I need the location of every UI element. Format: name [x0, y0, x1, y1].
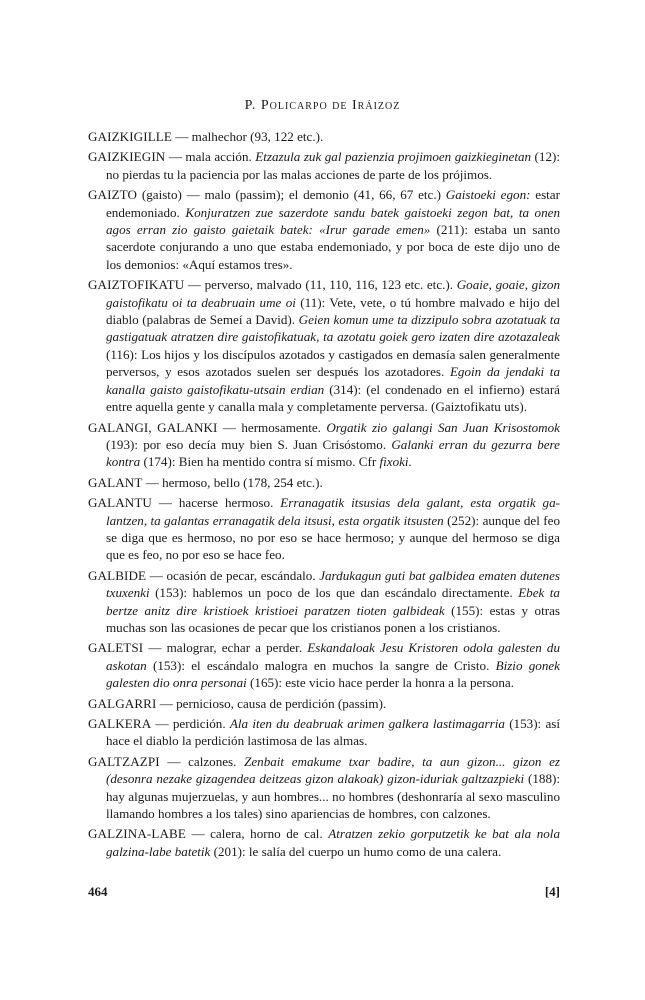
headword: GAIZKIEGIN [88, 149, 166, 165]
basque-example: Ebek ta bertze anitz dire kristioek kristioei paratzen tioten galbideak [106, 585, 560, 618]
basque-example: Gaistoeki egon: [445, 187, 531, 203]
basque-example: Goaie, goaie, gizon gaistofikatu oi ta deabruain ume oi [106, 277, 560, 310]
headword: GALGARRI [88, 695, 157, 711]
headword: GALANGI, GALANKI [88, 419, 218, 435]
dictionary-entry [88, 128, 560, 145]
definition-text: (201): le salía del cuerpo un humo como de una calera. [210, 843, 502, 859]
headword: GALANTU [88, 495, 152, 511]
headword: GALANT [88, 474, 143, 490]
headword: GALETSI [88, 640, 144, 656]
headword: GAIZKIGILLE [88, 129, 172, 144]
basque-example: Zenbait emakume txar badire, ta aun gizon... gizon ez (desonra nezake gizagendea deitzeas gizon alakoak) gizon-iduriak galtzazpieki [106, 753, 560, 787]
dictionary-entry [88, 825, 560, 860]
dictionary-entry [88, 148, 560, 183]
basque-example: Atratzen zekio gorputzetik ke bat ala nola galzina-labe batetik [106, 826, 560, 859]
basque-example: Egoin da jendaki ta kanalla gaisto gaistofikatu-utsain erdian [106, 364, 560, 397]
headword: GALZINA-LABE [88, 826, 186, 842]
dictionary-entry [88, 186, 560, 273]
basque-example: Jardukagun guti bat galbidea ematen dutenes txuxenki [106, 567, 560, 601]
basque-example: Eskandaloak Jesu Kristoren odola galesten du askotan [106, 640, 560, 673]
definition-text: — hermoso, bello (178, 254 etc.). [142, 474, 323, 490]
headword: GAIZTO [88, 187, 138, 203]
headword: GALTZAZPI [88, 753, 160, 769]
definition-text: — malhechor (93, 122 etc.). [172, 129, 324, 144]
definition-text: — pernicioso, causa de perdición (passim). [156, 695, 387, 711]
definition-text: — ocasión de pecar, escándalo. [146, 567, 320, 583]
definition-text: — malograr, echar a perder. [143, 640, 308, 656]
definition-text: — hermosamente. [217, 419, 327, 435]
definition-text: estar endemoniado. [106, 187, 560, 220]
definition-text: (12): no pierdas tu la paciencia por las malas acciones de parte de los prójimos. [106, 149, 560, 182]
definition-text: — perdición. [151, 716, 230, 731]
headword: GALBIDE [88, 567, 147, 583]
definition-text: (252): aunque del feo se diga que es hermoso, no por eso se hace hermoso; y aunque del hermoso se diga que es feo, no por eso se hace feo. [106, 512, 560, 563]
dictionary-entry [88, 695, 560, 712]
basque-example: Ala iten du deabruak arimen galkera lastimagarria [229, 716, 505, 731]
dictionary-entry [88, 276, 560, 415]
dictionary-entry [88, 567, 560, 637]
basque-example: Bizio gonek galesten dio onra personai [106, 657, 560, 691]
dictionary-entry [88, 474, 560, 491]
definition-text: — mala acción. [165, 149, 256, 165]
dictionary-entries [88, 128, 560, 863]
definition-text: — perverso, malvado (11, 110, 116, 123 etc. etc.). [184, 277, 457, 293]
definition-text: (188): hay algunas mujerzuelas, y aun hombres... no hombres (deshonraría al sexo masculino llamando hombres a los tales) sino apariencias de hombres, con calzones. [106, 771, 560, 822]
definition-text: (314): (el condenado en el infierno) estará entre aquella gente y canalla mala y completamente perversa. (Gaiztofikatu uts). [106, 381, 560, 415]
definition-text: (193): por eso decía muy bien S. Juan Crisóstomo. [106, 436, 392, 452]
basque-example: Etzazula zuk gal pazienzia projimoen gaizkieginetan [255, 149, 532, 165]
basque-example: Konjuratzen zue sazerdote sandu batek gaistoeki zegon bat, ta onen agos erran zio gaisto gaietaik batek: «Irur garade emen» [106, 204, 561, 238]
dictionary-entry [88, 753, 560, 823]
definition-text: (211): estaba un santo sacerdote conjurando a uno que estaba endemoniado, y por boca de este dijo uno de los demonios: «Aquí estamos tres». [106, 222, 560, 272]
definition-text: (153): el escándalo malogra en muchos la sangre de Cristo. [146, 657, 496, 673]
definition-text: (153): hablemos un poco de los que dan escándalo directamente. [149, 585, 519, 601]
page-reference: [4] [544, 884, 560, 899]
running-head: P. Policarpo de Iráizoz [244, 98, 401, 113]
definition-text: — calzones. [159, 753, 245, 769]
definition-text: — calera, horno de cal. [185, 826, 329, 842]
dictionary-entry [88, 639, 560, 691]
headword: GALKERA [88, 716, 152, 731]
basque-example: Geien komun ume ta dizzipulo sobra azotatuak ta gastigatuak atratzen dire gaistofikatuak, ta azotatu goiek gero izaten dire azotazaleak [106, 312, 560, 345]
basque-example: Galanki erran du gezurra bere kontra [106, 436, 560, 470]
definition-text: (116): Los hijos y los discípulos azotados y castigados en demasía salen generalmente perversos, y esos azotados suelen ser después los azotadores. [106, 346, 560, 380]
definition-text: (155): estas y otras muchas son las ocasiones de pecar que los cristianos ponen a los cristianos. [106, 602, 560, 635]
headword: GAIZTOFIKATU [88, 277, 185, 293]
basque-example: Erranagatik itsusias dela galant, esta orgatik galantzen, ta galantas erranagatik dela itsusi, esta orgatik itsusten [106, 495, 560, 528]
definition-text: (11): Vete, vete, o tú hombre malvado e hijo del diablo (palabras de Semeí a David). [106, 294, 560, 328]
basque-example: Orgatik zio galangi San Juan Krisostomok [326, 419, 560, 435]
definition-text: (174): Bien ha mentido contra sí mismo. Cfr [140, 454, 380, 470]
dictionary-entry [88, 715, 560, 750]
basque-example: fixoki. [379, 454, 412, 470]
definition-text: (gaisto) — malo (passim); el demonio (41, 66, 67 etc.) [137, 187, 446, 203]
dictionary-entry [88, 419, 560, 471]
dictionary-entry [88, 494, 560, 564]
definition-text: (165): este vicio hace perder la honra a la persona. [246, 675, 514, 691]
page-number: 464 [88, 884, 108, 899]
definition-text: (153): así hace el diablo la perdición lastimosa de las almas. [106, 716, 561, 749]
definition-text: — hacerse hermoso. [151, 495, 281, 511]
